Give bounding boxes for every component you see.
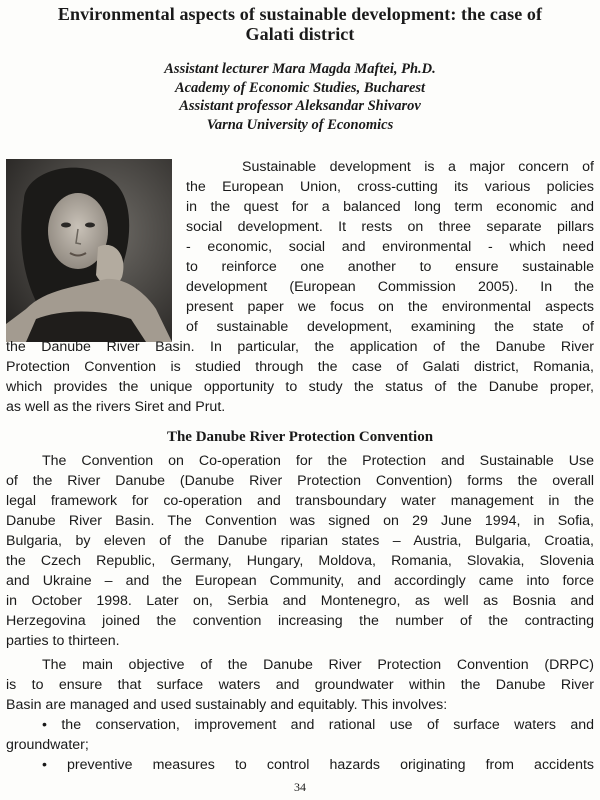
text-line: Herzegovina joined the convention increasing the number of the contracting — [6, 613, 594, 629]
text-line: the Danube River Basin. In particular, the application of the Danube River — [6, 339, 594, 355]
text-line: The main objective of the Danube River Protection Convention (DRPC) — [42, 657, 594, 673]
text-line: the Czech Republic, Germany, Hungary, Moldova, Romania, Slovakia, Slovenia — [6, 553, 594, 569]
bullet-item: • preventive measures to control hazards originating from accidents — [42, 757, 594, 773]
text-line: Sustainable development is a major concern of — [242, 159, 594, 175]
text-line: Danube River Basin. The Convention was signed on 29 June 1994, in Sofia, — [6, 513, 594, 529]
text-line: to reinforce one another to ensure sustainable — [186, 259, 594, 275]
text-line: in October 1998. Later on, Serbia and Montenegro, as well as Bosnia and — [6, 593, 594, 609]
page-number: 34 — [294, 780, 306, 794]
text-line: the European Union, cross-cutting its various policies — [186, 179, 594, 195]
document-title — [10, 4, 590, 44]
text-line: groundwater; — [6, 737, 89, 753]
text-line: present paper we focus on the environmental aspects — [186, 299, 594, 315]
text-line: parties to thirteen. — [6, 633, 120, 649]
text-line: development (European Commission 2005). In the — [186, 279, 594, 295]
title-line-2: Galati district — [245, 24, 355, 44]
text-line: as well as the rivers Siret and Prut. — [6, 399, 226, 415]
author-line: Assistant lecturer Mara Magda Maftei, Ph.D. — [164, 61, 436, 77]
text-line: social development. It rests on three separate pillars — [186, 219, 594, 235]
author-photo — [6, 159, 172, 342]
text-line: of sustainable development, examining the state of — [186, 319, 594, 335]
bullet-item: • the conservation, improvement and rational use of surface waters and — [42, 717, 594, 733]
text-line: in the quest for a balanced long term economic and — [186, 199, 594, 215]
text-line: which provides the unique opportunity to study the status of the Danube proper, — [6, 379, 594, 395]
text-line: Basin are managed and used sustainably and equitably. This involves: — [6, 697, 448, 713]
text-line: is to ensure that surface waters and groundwater within the Danube River — [6, 677, 594, 693]
text-line: Protection Convention is studied through the case of Galati district, Romania, — [6, 359, 594, 375]
text-line: of the River Danube (Danube River Protection Convention) forms the overall — [6, 473, 594, 489]
text-line: legal framework for co-operation and transboundary water management in the — [6, 493, 594, 509]
title-line-1: Environmental aspects of sustainable development: the case of — [57, 4, 543, 24]
author-line: Assistant professor Aleksandar Shivarov — [179, 98, 421, 114]
text-line: Bulgaria, by eleven of the Danube riparian states – Austria, Bulgaria, Croatia, — [6, 533, 594, 549]
text-line: The Convention on Co-operation for the Protection and Sustainable Use — [42, 453, 594, 469]
text-line: - economic, social and environmental - which need — [186, 239, 594, 255]
author-line: Varna University of Economics — [206, 116, 394, 133]
text-line: and Ukraine – and the European Community, and accordingly came into force — [6, 573, 594, 589]
section-heading: The Danube River Protection Convention — [166, 429, 434, 445]
author-line: Academy of Economic Studies, Bucharest — [174, 79, 426, 96]
author-block — [20, 60, 580, 134]
